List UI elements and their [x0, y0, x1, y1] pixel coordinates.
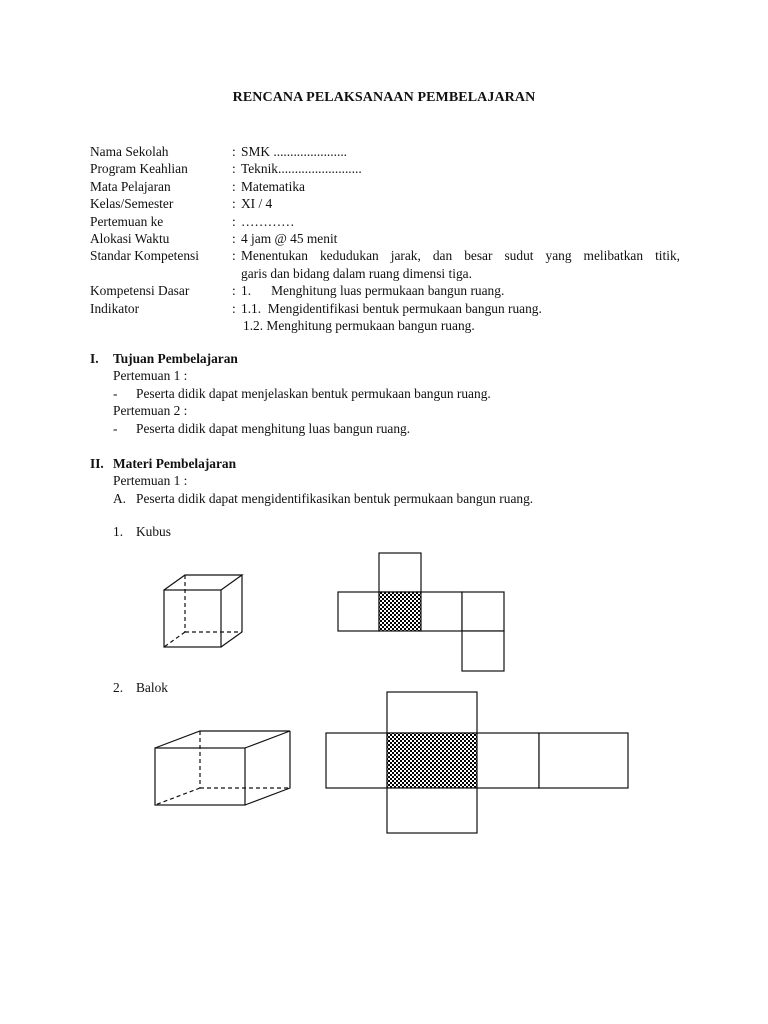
cuboid-net-face	[539, 733, 628, 788]
document-title: RENCANA PELAKSANAAN PEMBELAJARAN	[232, 90, 536, 105]
info-colon: :	[232, 248, 236, 264]
figure-caption: Kubus	[136, 524, 171, 539]
info-colon: :	[232, 161, 236, 177]
meeting-label: Pertemuan 1 :	[113, 473, 188, 489]
info-value: 1. Menghitung luas permukaan bangun ruang.	[241, 283, 505, 299]
cube-side-face	[221, 575, 242, 647]
section-title: Tujuan Pembelajaran	[113, 351, 238, 366]
cuboid-top-face	[155, 731, 290, 748]
cube-net-face	[462, 631, 504, 671]
info-value: Teknik.........................	[241, 161, 362, 177]
info-value: Menentukan kedudukan jarak, dan besar sudut yang melibatkan titik,	[241, 248, 680, 264]
cuboid-net-base-face	[387, 733, 477, 788]
figure-number: 2.	[113, 680, 124, 695]
item-letter: A.	[113, 490, 127, 506]
cube-top-face	[164, 575, 242, 590]
info-label: Mata Pelajaran	[90, 178, 171, 194]
section-number: I.	[90, 351, 99, 366]
info-colon: :	[232, 231, 236, 247]
bullet-mark: -	[113, 420, 118, 436]
info-value-continued: 1.2. Menghitung permukaan bangun ruang.	[243, 318, 475, 334]
info-value: XI / 4	[241, 196, 273, 212]
figure-number: 1.	[113, 524, 124, 539]
info-colon: :	[232, 283, 236, 299]
info-label: Indikator	[90, 300, 140, 316]
figure-caption: Balok	[136, 680, 168, 695]
section-number: II.	[90, 456, 104, 471]
list-item-text: Peserta didik dapat mengidentifikasikan bentuk permukaan bangun ruang.	[136, 490, 534, 506]
info-value: SMK ......................	[241, 144, 348, 159]
cube-3d-figure	[164, 575, 242, 647]
cube-net-face	[421, 592, 462, 631]
cube-net-base-face	[379, 592, 421, 631]
info-colon: :	[232, 178, 236, 194]
cuboid-net-face	[387, 788, 477, 833]
cube-net-face	[462, 592, 504, 631]
cube-net-face	[338, 592, 379, 631]
info-label: Program Keahlian	[90, 161, 188, 177]
cuboid-side-face	[245, 731, 290, 805]
cuboid-3d-figure	[155, 731, 290, 805]
cuboid-hidden-edges	[155, 731, 290, 805]
info-label: Kompetensi Dasar	[90, 283, 190, 299]
info-value: 1.1. Mengidentifikasi bentuk permukaan bangun ruang.	[241, 300, 542, 316]
info-label: Pertemuan ke	[90, 213, 164, 229]
info-label: Nama Sekolah	[90, 144, 169, 159]
info-value: Matematika	[241, 178, 305, 194]
info-value: 4 jam @ 45 menit	[241, 231, 338, 247]
cube-hidden-edges	[164, 575, 242, 647]
meeting-label: Pertemuan 1 :	[113, 368, 188, 384]
info-colon: :	[232, 213, 236, 229]
info-label: Alokasi Waktu	[90, 231, 170, 247]
info-value: …………	[241, 213, 295, 229]
cuboid-net-figure	[326, 692, 628, 833]
section-title: Materi Pembelajaran	[113, 456, 237, 471]
cube-net-figure	[338, 553, 504, 671]
cube-net-face	[379, 553, 421, 592]
meeting-label: Pertemuan 2 :	[113, 403, 188, 419]
info-value-continued: garis dan bidang dalam ruang dimensi tiga.	[241, 265, 472, 281]
bullet-mark: -	[113, 385, 118, 401]
info-colon: :	[232, 300, 236, 316]
info-label: Standar Kompetensi	[90, 248, 199, 264]
cuboid-net-face	[387, 692, 477, 733]
cuboid-net-face	[326, 733, 387, 788]
info-label: Kelas/Semester	[90, 196, 174, 212]
list-item-text: Peserta didik dapat menjelaskan bentuk permukaan bangun ruang.	[136, 385, 491, 401]
list-item-text: Peserta didik dapat menghitung luas bangun ruang.	[136, 420, 411, 436]
info-colon: :	[232, 196, 236, 212]
cuboid-net-face	[477, 733, 539, 788]
info-colon: :	[232, 144, 236, 159]
cube-front-face	[164, 590, 221, 647]
